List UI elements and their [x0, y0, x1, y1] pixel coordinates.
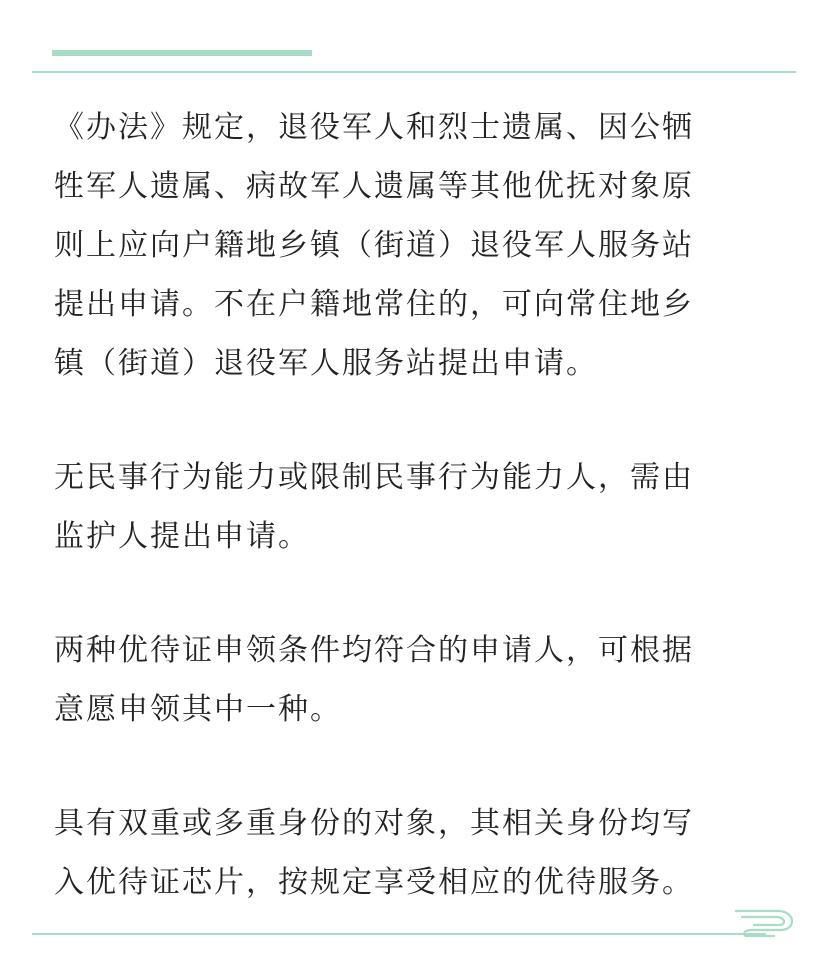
paragraph-application-location: 《办法》规定，退役军人和烈士遗属、因公牺 牲军人遗属、病故军人遗属等其他优抚对象原 则上应向户籍地乡镇（街道）退役军人服务站 提出申请。不在户籍地常住的，可向常住地乡 镇（街道）退役军人服务站提出申请。 — [54, 110, 694, 381]
top-divider — [32, 71, 796, 73]
article-body — [54, 98, 776, 912]
top-accent-bar — [52, 50, 312, 56]
paragraph-multiple-identities: 具有双重或多重身份的对象，其相关身份均写 入优待证芯片，按规定享受相应的优待服务。 — [54, 806, 694, 900]
swirl-ornament-icon — [734, 905, 796, 939]
paragraph-choose-one: 两种优待证申领条件均符合的申请人，可根据 意愿申领其中一种。 — [54, 633, 694, 727]
paragraph-guardian: 无民事行为能力或限制民事行为能力人，需由 监护人提出申请。 — [54, 460, 694, 554]
bottom-divider — [32, 933, 766, 935]
